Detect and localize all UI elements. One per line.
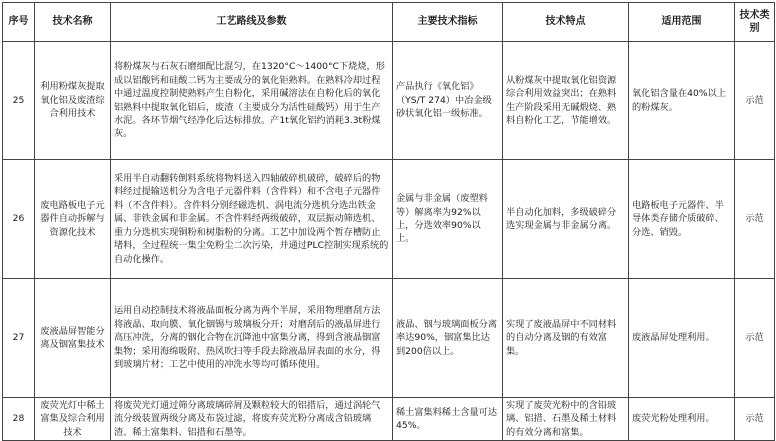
header-name: 技术名称 bbox=[35, 3, 111, 42]
cell-features: 实现了废液晶屏中不同材料的自动分离及铟的有效富集。 bbox=[503, 279, 629, 398]
cell-name: 利用粉煤灰提取氧化铝及废渣综合利用技术 bbox=[35, 42, 111, 160]
cell-process: 采用半自动翻转倒料系统将物料送入四轴破碎机破碎，破碎后的物料经过提输送机分为含电子元器件料（含件料）和不含电子元器件料（不含件料）。含件料分别经磁选机、涡电流分选机分选出铁金属、非铁金属和非金属。不含件料经两级破碎，双层振动筛选机、重力分选机实现铜粉和树脂粉的分离。工艺中加设两个暂存槽防止堵料，全过程统一集尘免粉尘二次污染，并通过PLC控制实现系统的自动化操作。 bbox=[111, 160, 393, 279]
header-scope: 适用范围 bbox=[629, 3, 735, 42]
cell-process: 将粉煤灰与石灰石磨细配比混匀，在1320°C～1400°C下烧烧，形成以铝酸钙和硅酸二钙为主要成分的氧化钜熟料。在熟料冷却过程中通过温度控制使熟料产生自粉化，采用碱溶法在自粉化后的氧化铝熟料中提取氧化铝后，废渣（主要成分为活性硅酸钙）用于生产水泥。各环节烟气经净化后达标排放。产1t氧化铝约消耗3.3t粉煤灰。 bbox=[111, 42, 393, 160]
technology-table bbox=[2, 2, 775, 441]
cell-scope: 氧化铝含量在40%以上的粉煤灰。 bbox=[629, 42, 735, 160]
table-row bbox=[3, 42, 775, 160]
cell-process: 运用自动控制技术将液晶面板分离为两个半屏，采用物理磨刮方法将液晶、取向膜、氧化铟锡与玻璃板分开；对磨刮后的液晶屏进行高压冲洗，分离的铟化合物在沉降池中富集分离，得到含液晶铟富集物；采用海绵吸附、热风吹扫等手段去除液晶屏表面的水分，得到玻璃片材；工艺中使用的冲洗水等均可循环使用。 bbox=[111, 279, 393, 398]
cell-process: 将废荧光灯通过筛分离玻璃碎屑及颗粒较大的铝措后，通过涡轮气流分级装置两级分离及布袋过滤，将废弃荧光粉分离成含铅玻璃渣、稀土富集料、铝措和石墨等。 bbox=[111, 398, 393, 441]
cell-features: 半自动化加料，多级破碎分选实现金属与非金属分离。 bbox=[503, 160, 629, 279]
cell-category: 示范 bbox=[735, 279, 775, 398]
header-seq: 序号 bbox=[3, 3, 35, 42]
header-process: 工艺路线及参数 bbox=[111, 3, 393, 42]
cell-features: 实现了废荧光粉中的含铅玻璃、铝措、石墨及稀土材料的有效分离和富集。 bbox=[503, 398, 629, 441]
header-row bbox=[3, 3, 775, 42]
header-features: 技术特点 bbox=[503, 3, 629, 42]
cell-seq: 26 bbox=[3, 160, 35, 279]
header-indicators: 主要技术指标 bbox=[393, 3, 503, 42]
cell-seq: 25 bbox=[3, 42, 35, 160]
cell-indicators: 液晶、铟与玻璃面板分离率达90%，铟富集比达到200倍以上。 bbox=[393, 279, 503, 398]
cell-category: 示范 bbox=[735, 160, 775, 279]
cell-scope: 废液晶屏处理利用。 bbox=[629, 279, 735, 398]
cell-indicators: 稀土富集料稀土含量可达45%。 bbox=[393, 398, 503, 441]
cell-seq: 27 bbox=[3, 279, 35, 398]
cell-name: 废荧光灯中稀土富集及综合利用技术 bbox=[35, 398, 111, 441]
cell-features: 从粉煤灰中提取氧化铝资源综合利用效益突出；在熟料生产阶段采用无碱煅烧、熟料自粉化工艺，节能增效。 bbox=[503, 42, 629, 160]
cell-category: 示范 bbox=[735, 398, 775, 441]
table-row bbox=[3, 279, 775, 398]
table-row bbox=[3, 398, 775, 441]
cell-indicators: 金属与非金属（废塑料等）解离率为92%以上，分选效率90%以上。 bbox=[393, 160, 503, 279]
cell-seq: 28 bbox=[3, 398, 35, 441]
cell-name: 废液晶屏智能分离及铟富集技术 bbox=[35, 279, 111, 398]
cell-scope: 电路板电子元器件、半导体类存储介质破碎、分选、销毁。 bbox=[629, 160, 735, 279]
cell-scope: 废荧光粉处理利用。 bbox=[629, 398, 735, 441]
cell-indicators: 产品执行《氧化铝》（YS/T 274）中冶金级砂状氧化铝一级标准。 bbox=[393, 42, 503, 160]
cell-name: 废电路板电子元器件自动拆解与资源化技术 bbox=[35, 160, 111, 279]
cell-category: 示范 bbox=[735, 42, 775, 160]
header-category: 技术类别 bbox=[735, 3, 775, 42]
table-row bbox=[3, 160, 775, 279]
